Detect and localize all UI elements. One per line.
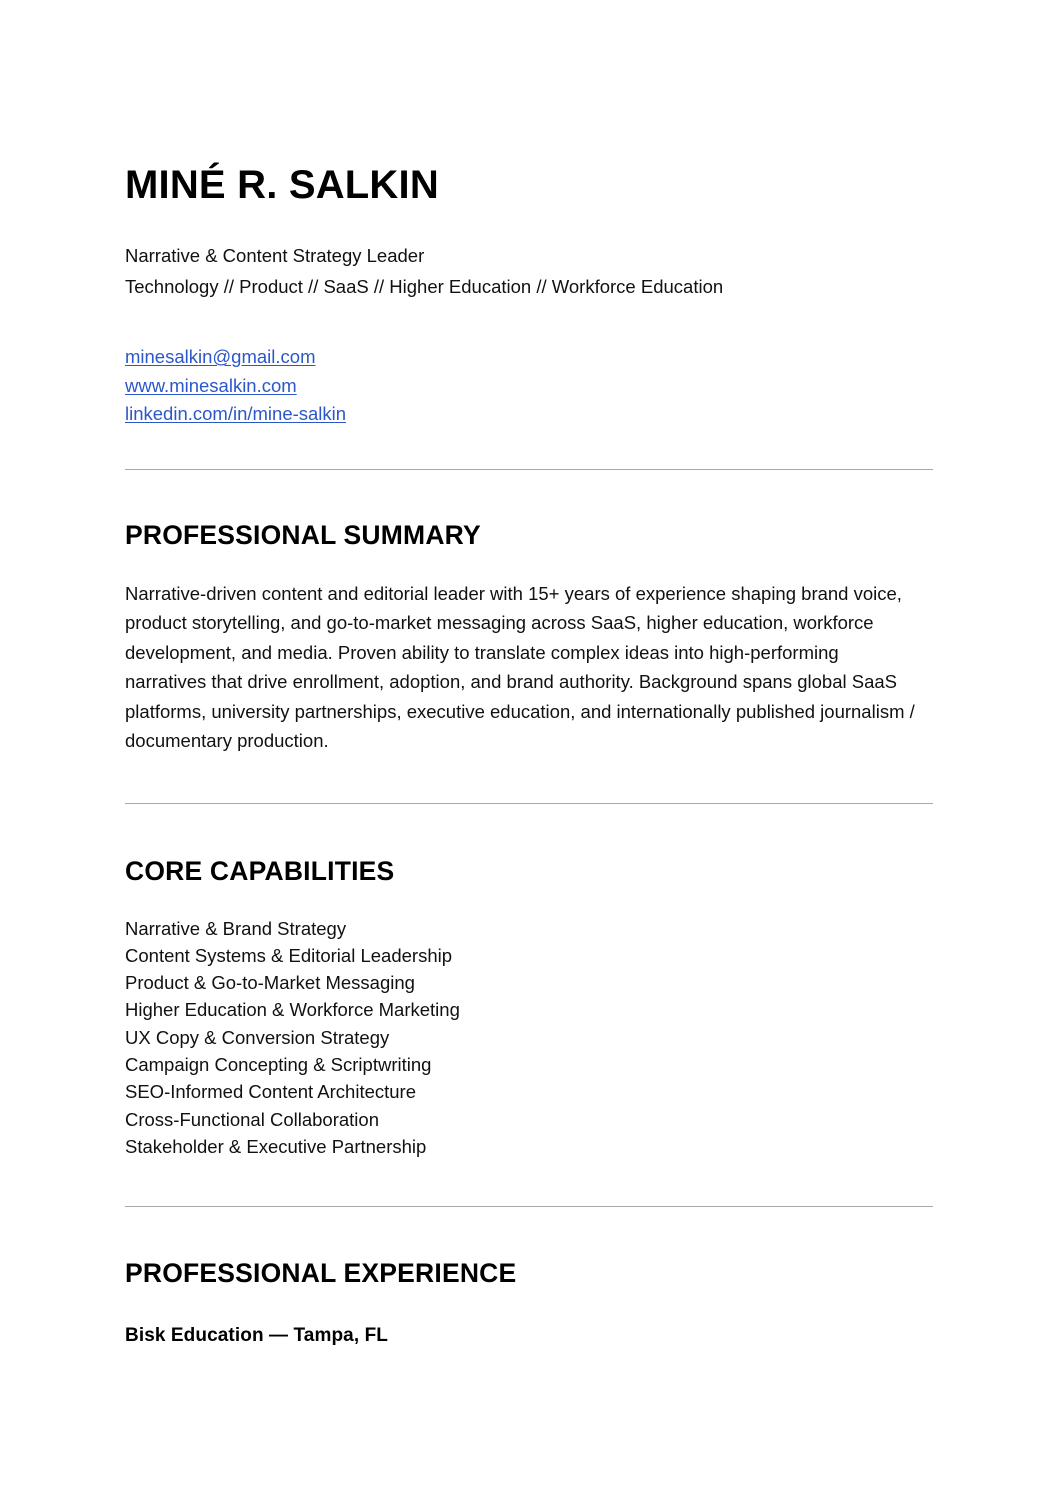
list-item: Cross-Functional Collaboration: [125, 1108, 379, 1130]
professional-summary-text: Narrative-driven content and editorial leader with 15+ years of experience shaping brand voice, product storytelling, and go-to-market messaging across SaaS, higher education, workforce development, and media. Proven ability to translate complex ideas into high-performing narratives that drive enrollment, adoption, and brand authority. Background spans global SaaS platforms, university partnerships, executive education, and internationally published journalism / documentary production.: [125, 582, 915, 751]
contact-link-website[interactable]: www.minesalkin.com: [125, 374, 297, 396]
list-item: UX Copy & Conversion Strategy: [125, 1026, 390, 1048]
section-divider-1: [125, 469, 933, 470]
subtitle-line-industries: Technology // Product // SaaS // Higher Education // Workforce Education: [125, 276, 724, 297]
list-item: Narrative & Brand Strategy: [125, 917, 347, 939]
list-item: Product & Go-to-Market Messaging: [125, 972, 415, 994]
list-item: Campaign Concepting & Scriptwriting: [125, 1053, 432, 1075]
section-divider-2: [125, 803, 933, 804]
section-heading-professional-summary: PROFESSIONAL SUMMARY: [125, 519, 481, 550]
list-item: Stakeholder & Executive Partnership: [125, 1135, 427, 1157]
list-item: SEO-Informed Content Architecture: [125, 1081, 416, 1103]
experience-entry-employer: Bisk Education — Tampa, FL: [125, 1325, 389, 1347]
subtitle-line-role: Narrative & Content Strategy Leader: [125, 245, 425, 266]
contact-link-linkedin[interactable]: linkedin.com/in/mine-salkin: [125, 403, 347, 424]
list-item: Higher Education & Workforce Marketing: [125, 999, 460, 1021]
page-title: MINÉ R. SALKIN: [125, 163, 439, 207]
section-divider-3: [125, 1206, 933, 1207]
section-heading-core-capabilities: CORE CAPABILITIES: [125, 855, 395, 886]
contact-links: [125, 343, 933, 429]
resume-content: [125, 0, 933, 1347]
section-heading-professional-experience: PROFESSIONAL EXPERIENCE: [125, 1258, 517, 1289]
header-subtitle: [125, 240, 933, 302]
list-item: Content Systems & Editorial Leadership: [125, 944, 453, 966]
contact-link-email[interactable]: minesalkin@gmail.com: [125, 346, 316, 367]
core-capabilities-list: [125, 915, 933, 1161]
